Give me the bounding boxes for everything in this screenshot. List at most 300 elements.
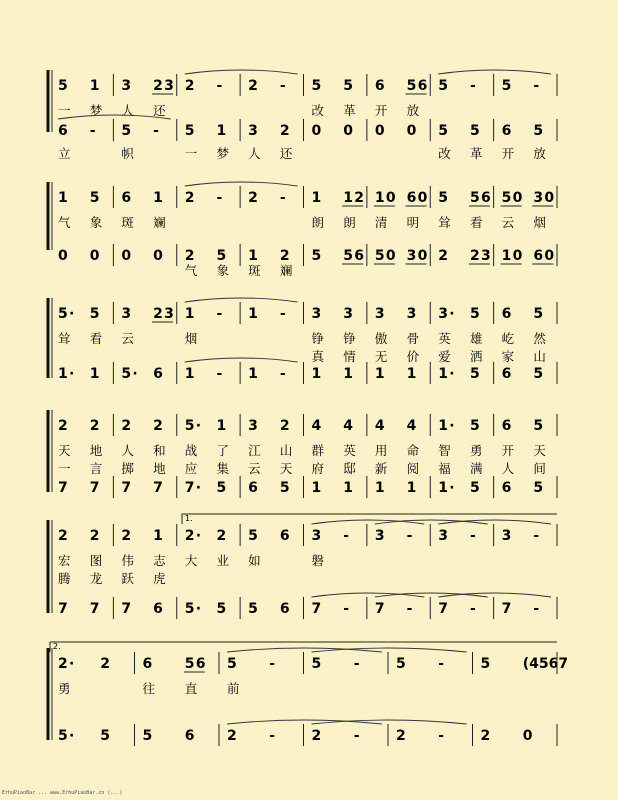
note: 1 [406, 480, 417, 496]
note: 6 [279, 528, 290, 544]
lyric-char: 斑 [121, 215, 134, 230]
note: 2 [58, 656, 68, 672]
lyric-char-verse2: 无 [374, 349, 388, 364]
note: 1 [216, 418, 227, 434]
note: 5 [216, 248, 227, 264]
note: 3 [164, 78, 174, 94]
lyric-char: 地 [89, 443, 103, 458]
note: 5 [533, 306, 544, 322]
lyric-char: 骨 [406, 331, 420, 346]
dash-note: - [438, 656, 445, 672]
lyric-char: 斓 [153, 215, 166, 230]
tie-arc [185, 182, 298, 186]
lyric-char: 了 [216, 443, 229, 458]
augmentation-dot: · [195, 601, 202, 617]
note: 5 [58, 78, 68, 94]
note: 6 [184, 728, 195, 744]
lyric-char-verse2: 腾 [58, 571, 71, 586]
tie-arc [185, 358, 298, 362]
note: 5 [184, 418, 195, 434]
system-5 [48, 514, 557, 619]
lyric-char: 象 [216, 263, 229, 278]
lyric-char-verse2: 情 [343, 349, 356, 364]
note: 0 [417, 248, 428, 264]
note: 2 [184, 190, 195, 206]
lyric-char: 山 [279, 443, 293, 458]
augmentation-dot: · [195, 480, 202, 496]
note: 5 [184, 601, 195, 617]
system-6 [48, 642, 568, 746]
note: 1 [153, 528, 163, 544]
lyric-char-verse2: 一 [58, 461, 71, 476]
note: 2 [279, 123, 290, 139]
lyric-char-verse2: 阅 [406, 461, 420, 476]
note: 5 [374, 248, 385, 264]
lyric-char: 气 [184, 263, 198, 278]
lyric-char-verse2: 真 [311, 349, 325, 364]
note: 5 [142, 728, 153, 744]
note: 5 [438, 123, 448, 139]
lyric-char: 人 [121, 103, 134, 118]
lyric-char: 梦 [216, 146, 229, 161]
note: 2 [279, 418, 290, 434]
note: 5 [184, 656, 195, 672]
system-2 [48, 182, 557, 278]
note: 5 [469, 418, 480, 434]
note: 1 [343, 190, 353, 206]
note: 0 [512, 190, 523, 206]
note: 5 [533, 480, 544, 496]
dash-note: - [533, 601, 540, 617]
tie-arc [185, 298, 298, 302]
augmentation-dot: · [449, 306, 455, 322]
lyric-char-verse2: 洒 [469, 349, 483, 364]
lyric-char: 气 [58, 215, 71, 230]
dash-note: - [353, 728, 360, 744]
note: 3 [311, 306, 322, 322]
note: 6 [406, 190, 417, 206]
note: 2 [216, 528, 227, 544]
augmentation-dot: · [449, 480, 455, 496]
lyric-char: 一 [184, 146, 198, 161]
note: 6 [142, 656, 153, 672]
note: 3 [248, 418, 258, 434]
note: 5 [227, 656, 237, 672]
lyric-char: 人 [248, 146, 261, 161]
note: 5 [121, 366, 132, 382]
note: 1 [438, 480, 448, 496]
lyric-char-verse2: 间 [533, 461, 546, 476]
lyric-char-verse2: 地 [153, 461, 166, 476]
note: 3 [311, 528, 322, 544]
note: 5 [501, 78, 512, 94]
note: 1 [374, 480, 385, 496]
note: 0 [311, 123, 322, 139]
lyric-char-verse2: 跃 [121, 571, 134, 586]
lyric-char: 梦 [89, 103, 103, 118]
note: 7 [311, 601, 322, 617]
lyric-char: 烟 [184, 331, 198, 346]
note: (4567 [522, 656, 569, 672]
lyric-char-verse2: 人 [501, 461, 515, 476]
dash-note: - [469, 528, 476, 544]
dash-note: - [279, 78, 286, 94]
note: 5 [184, 123, 195, 139]
note: 4 [311, 418, 322, 434]
dash-note: - [438, 728, 445, 744]
lyric-char: 战 [184, 443, 198, 458]
note: 5 [121, 123, 132, 139]
note: 4 [374, 418, 385, 434]
note: 5 [469, 190, 480, 206]
note: 0 [512, 248, 523, 264]
note: 6 [121, 190, 132, 206]
note: 6 [501, 366, 512, 382]
note: 2 [480, 728, 491, 744]
note: 1 [311, 366, 322, 382]
note: 5 [89, 190, 100, 206]
lyric-char: 改 [311, 103, 325, 118]
note: 7 [58, 480, 68, 496]
system-4 [48, 410, 557, 498]
note: 1 [89, 366, 100, 382]
dash-note: - [153, 123, 159, 139]
note: 3 [406, 306, 417, 322]
lyric-char: 还 [153, 103, 166, 118]
lyric-char: 前 [227, 681, 240, 696]
note: 1 [89, 78, 100, 94]
note: 0 [374, 123, 385, 139]
note: 5 [469, 480, 480, 496]
note: 7 [153, 480, 163, 496]
dash-note: - [279, 366, 286, 382]
lyric-char: 象 [89, 215, 103, 230]
note: 6 [195, 656, 206, 672]
note: 6 [354, 248, 364, 264]
lyric-char-verse2: 集 [216, 461, 229, 476]
augmentation-dot: · [69, 306, 75, 322]
dash-note: - [269, 728, 276, 744]
note: 5 [438, 78, 448, 94]
note: 6 [248, 480, 258, 496]
note: 5 [311, 248, 322, 264]
lyric-char: 伟 [121, 553, 134, 568]
note: 2 [227, 728, 237, 744]
note: 1 [501, 248, 512, 264]
lyric-char: 立 [58, 146, 71, 161]
augmentation-dot: · [195, 418, 202, 434]
note: 5 [438, 190, 448, 206]
note: 5 [311, 78, 322, 94]
lyric-char: 斑 [248, 263, 261, 278]
lyric-char-verse2: 山 [533, 349, 546, 364]
lyric-char: 勇 [58, 681, 71, 696]
note: 2 [58, 528, 68, 544]
lyric-char-verse2: 云 [248, 461, 261, 476]
note: 7 [121, 480, 132, 496]
note: 0 [544, 190, 555, 206]
note: 2 [396, 728, 406, 744]
augmentation-dot: · [132, 366, 138, 382]
note: 6 [153, 601, 163, 617]
note: 5 [279, 480, 290, 496]
note: 3 [121, 306, 132, 322]
note: 0 [417, 190, 428, 206]
lyric-char: 屹 [501, 331, 515, 346]
lyric-char: 铮 [343, 331, 356, 346]
note: 0 [385, 248, 396, 264]
note: 5 [216, 601, 227, 617]
lyric-char: 云 [121, 331, 134, 346]
note: 6 [58, 123, 68, 139]
note: 2 [248, 78, 258, 94]
note: 4 [406, 418, 417, 434]
dash-note: - [279, 306, 286, 322]
note: 2 [121, 528, 132, 544]
note: 1 [406, 366, 417, 382]
note: 5 [533, 366, 544, 382]
lyric-char: 一 [58, 103, 71, 118]
note: 0 [58, 248, 68, 264]
volta-label: 2. [53, 642, 61, 651]
note: 1 [438, 366, 448, 382]
lyric-char-verse2: 新 [374, 461, 388, 476]
system-1 [48, 70, 557, 161]
note: 5 [343, 248, 353, 264]
note: 5 [406, 78, 417, 94]
note: 2 [89, 418, 100, 434]
note: 7 [89, 601, 100, 617]
lyric-char: 用 [374, 443, 388, 458]
note: 5 [311, 656, 322, 672]
note: 5 [533, 418, 544, 434]
note: 3 [374, 528, 385, 544]
note: 7 [121, 601, 132, 617]
lyric-char: 革 [469, 146, 483, 161]
lyric-char: 雄 [469, 331, 483, 346]
note: 2 [469, 248, 480, 264]
note: 6 [480, 190, 491, 206]
note: 2 [184, 78, 195, 94]
lyric-char: 江 [248, 443, 261, 458]
lyric-char-verse2: 天 [279, 461, 293, 476]
dash-note: - [343, 601, 349, 617]
note: 2 [184, 248, 195, 264]
lyric-char: 放 [533, 146, 546, 161]
lyric-char: 明 [406, 215, 420, 230]
note: 5 [480, 656, 491, 672]
note: 1 [438, 418, 448, 434]
lyric-char: 磐 [311, 553, 325, 568]
tie-arc [438, 70, 551, 74]
note: 3 [501, 528, 512, 544]
note: 1 [343, 480, 353, 496]
lyric-char-verse2: 龙 [89, 571, 103, 586]
note: 5 [469, 123, 480, 139]
lyric-char: 往 [142, 681, 156, 696]
lyric-char: 大 [184, 553, 198, 568]
dash-note: - [216, 78, 223, 94]
lyric-char: 帜 [121, 146, 134, 161]
note: 5 [533, 123, 544, 139]
lyric-char: 看 [469, 215, 483, 230]
lyric-char: 云 [501, 215, 515, 230]
lyric-char-verse2: 府 [311, 461, 325, 476]
note: 5 [58, 728, 68, 744]
lyric-char: 耸 [438, 215, 451, 230]
lyric-char: 斓 [279, 263, 293, 278]
note: 0 [121, 248, 132, 264]
lyric-char-verse2: 价 [406, 349, 420, 364]
note: 6 [501, 123, 512, 139]
lyric-char: 朗 [311, 215, 325, 230]
note: 2 [100, 656, 110, 672]
lyric-char: 开 [501, 443, 515, 458]
augmentation-dot: · [69, 366, 75, 382]
note: 6 [374, 78, 385, 94]
lyric-char: 英 [343, 443, 356, 458]
note: 5 [100, 728, 110, 744]
note: 6 [533, 248, 544, 264]
note: 1 [374, 366, 385, 382]
volta-label: 1. [185, 514, 193, 523]
note: 2 [153, 418, 163, 434]
lyric-char: 群 [311, 443, 325, 458]
note: 2 [153, 306, 163, 322]
lyric-char: 勇 [469, 443, 483, 458]
lyric-char: 英 [438, 331, 451, 346]
note: 4 [343, 418, 353, 434]
note: 3 [406, 248, 417, 264]
augmentation-dot: · [449, 366, 455, 382]
lyric-char: 耸 [58, 331, 71, 346]
lyric-char: 图 [89, 553, 103, 568]
note: 5 [501, 190, 512, 206]
dash-note: - [89, 123, 96, 139]
note: 5 [343, 78, 353, 94]
note: 5 [216, 480, 227, 496]
note: 5 [89, 306, 100, 322]
note: 6 [279, 601, 290, 617]
note: 2 [184, 528, 195, 544]
note: 1 [184, 366, 195, 382]
note: 5 [396, 656, 406, 672]
augmentation-dot: · [449, 418, 455, 434]
lyric-char: 放 [406, 103, 420, 118]
lyric-char: 开 [374, 103, 388, 118]
note: 1 [58, 366, 68, 382]
dash-note: - [533, 528, 540, 544]
note: 7 [438, 601, 448, 617]
note: 5 [248, 601, 258, 617]
lyric-char-verse2: 福 [438, 461, 451, 476]
note: 2 [121, 418, 132, 434]
note: 2 [153, 78, 163, 94]
note: 7 [501, 601, 512, 617]
dash-note: - [469, 601, 476, 617]
note: 6 [153, 366, 163, 382]
dash-note: - [279, 190, 286, 206]
note: 2 [311, 728, 322, 744]
lyric-char: 天 [58, 443, 71, 458]
note: 2 [58, 418, 68, 434]
note: 0 [544, 248, 555, 264]
system-3 [48, 298, 557, 384]
note: 3 [533, 190, 544, 206]
dash-note: - [216, 190, 223, 206]
lyric-char: 还 [279, 146, 293, 161]
lyric-char-verse2: 爱 [438, 349, 451, 364]
lyric-char: 开 [501, 146, 515, 161]
lyric-char: 朗 [343, 215, 356, 230]
note: 7 [374, 601, 385, 617]
note: 1 [184, 306, 195, 322]
note: 7 [89, 480, 100, 496]
note: 1 [311, 190, 322, 206]
note: 1 [248, 306, 258, 322]
lyric-char-verse2: 家 [501, 349, 515, 364]
note: 1 [343, 366, 353, 382]
note: 1 [248, 248, 258, 264]
note: 3 [343, 306, 353, 322]
note: 5 [469, 366, 480, 382]
lyric-char: 改 [438, 146, 451, 161]
note: 7 [58, 601, 68, 617]
tie-arc [185, 70, 298, 74]
note: 3 [480, 248, 491, 264]
note: 0 [385, 190, 396, 206]
watermark-footer: ErhuPiaoBar ... www.ErhuPiaoBar.cn (...) [2, 790, 123, 796]
note: 2 [89, 528, 100, 544]
note: 3 [164, 306, 174, 322]
augmentation-dot: · [69, 728, 75, 744]
lyric-char: 业 [216, 553, 229, 568]
lyric-char: 志 [153, 553, 166, 568]
lyric-char: 命 [406, 443, 420, 458]
lyric-char-verse2: 虎 [153, 571, 166, 586]
note: 1 [311, 480, 322, 496]
lyric-char-verse2: 掷 [121, 461, 134, 476]
note: 5 [248, 528, 258, 544]
note: 0 [406, 123, 417, 139]
note: 0 [343, 123, 353, 139]
note: 3 [438, 306, 448, 322]
dash-note: - [406, 528, 413, 544]
lyric-char: 人 [121, 443, 134, 458]
augmentation-dot: · [195, 528, 202, 544]
lyric-char-verse2: 邸 [343, 461, 356, 476]
note: 2 [279, 248, 290, 264]
dash-note: - [216, 306, 223, 322]
lyric-char: 烟 [533, 215, 546, 230]
dash-note: - [469, 78, 476, 94]
lyric-char: 然 [533, 331, 546, 346]
lyric-char: 如 [248, 553, 261, 568]
lyric-char-verse2: 言 [89, 461, 103, 476]
note: 6 [501, 480, 512, 496]
note: 1 [153, 190, 163, 206]
lyric-char: 直 [184, 681, 198, 696]
lyric-char: 和 [153, 443, 166, 458]
note: 6 [501, 306, 512, 322]
note: 0 [153, 248, 163, 264]
note: 2 [438, 248, 448, 264]
note: 3 [374, 306, 385, 322]
note: 1 [374, 190, 385, 206]
note: 1 [216, 123, 227, 139]
note: 7 [184, 480, 195, 496]
lyric-char: 宏 [58, 553, 71, 568]
